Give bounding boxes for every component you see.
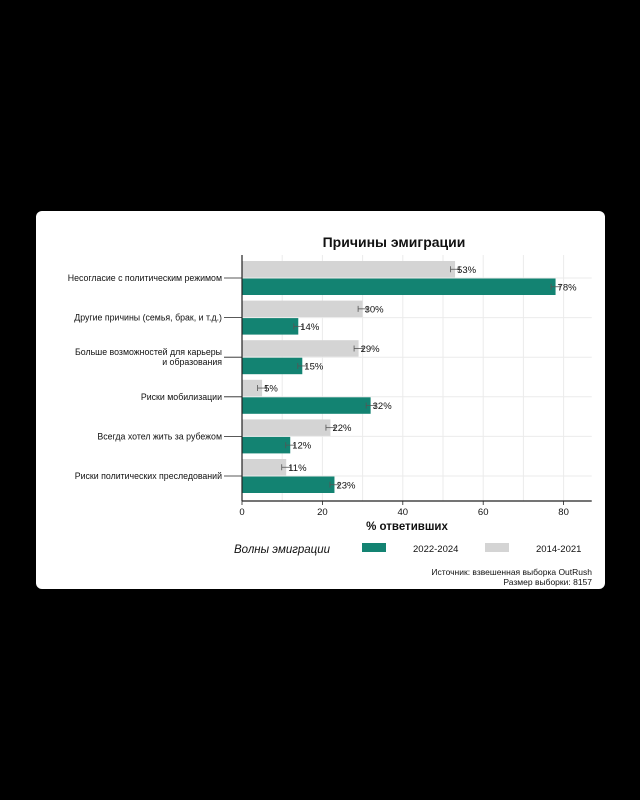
legend-swatch [485, 543, 509, 552]
chart-card [36, 211, 605, 589]
bar-2022-2024 [242, 437, 290, 454]
bars [242, 261, 577, 493]
x-tick-label: 40 [397, 507, 409, 518]
y-tick-label: Риски мобилизации [140, 391, 222, 402]
x-tick-label: 60 [477, 507, 489, 518]
y-tick-label: Другие причины (семья, брак, и т.д.) [74, 312, 222, 323]
y-tick-label: Риски политических преследований [74, 471, 222, 481]
y-tick-label: Больше возможностей для карьеры [74, 347, 222, 358]
bar-2014-2021 [242, 340, 359, 357]
y-tick-label: Несогласие с политическим режимом [67, 273, 222, 283]
data-label: 32% [372, 401, 392, 413]
data-label: 30% [364, 304, 384, 316]
x-tick-label: 0 [239, 507, 245, 518]
legend-title: Волны эмиграции [234, 544, 331, 556]
x-tick-label: 20 [317, 507, 328, 518]
sample-size-note: Размер выборки: 8157 [503, 577, 592, 587]
x-axis-label: % ответивших [366, 521, 448, 533]
x-axis-ticks [239, 507, 569, 518]
data-label: 23% [336, 480, 356, 492]
data-label: 14% [300, 321, 320, 333]
y-tick-label: Всегда хотел жить за рубежом [97, 431, 222, 442]
y-tick-label: и образования [162, 357, 222, 368]
bar-2014-2021 [242, 459, 286, 476]
chart-title: Причины эмиграции [322, 234, 466, 250]
bar-2022-2024 [242, 318, 298, 335]
data-label: 53% [457, 264, 477, 276]
data-label: 29% [360, 343, 380, 355]
data-label: 22% [332, 423, 352, 435]
bar-2022-2024 [242, 397, 371, 414]
data-label: 11% [288, 462, 307, 474]
x-tick-label: 80 [558, 507, 569, 518]
data-label: 78% [557, 282, 577, 294]
y-axis-labels [68, 273, 222, 481]
legend [234, 543, 581, 556]
data-label: 15% [304, 361, 324, 373]
bar-2022-2024 [242, 279, 556, 296]
bar-2022-2024 [242, 358, 302, 375]
bar-2014-2021 [242, 301, 363, 318]
data-label: 12% [292, 440, 312, 452]
source-note: Источник: взвешенная выборка OutRush [431, 567, 592, 577]
bar-2014-2021 [242, 261, 455, 278]
legend-label: 2022-2024 [413, 544, 459, 555]
legend-label: 2014-2021 [536, 544, 582, 555]
chart [36, 211, 605, 589]
bar-2022-2024 [242, 477, 334, 494]
legend-swatch [362, 543, 386, 552]
bar-2014-2021 [242, 419, 330, 436]
data-label: 5% [264, 383, 278, 395]
